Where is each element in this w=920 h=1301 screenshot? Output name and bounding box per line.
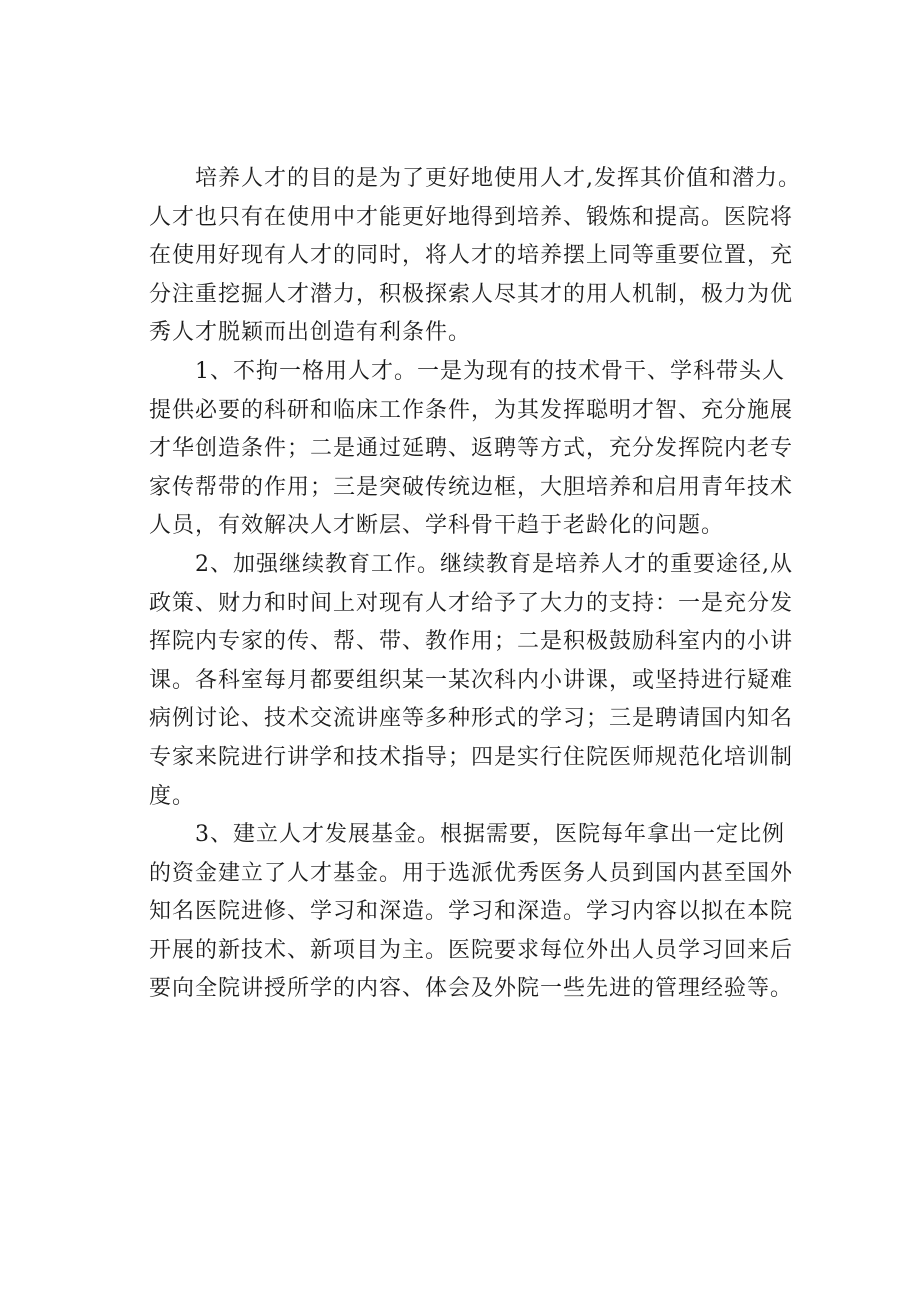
paragraph-item-2	[149, 546, 849, 816]
text-line: 开展的新技术、新项目为主。医院要求每位外出人员学习回来后	[149, 937, 794, 963]
text-line: 3、建立人才发展基金。根据需要，医院每年拿出一定比例	[195, 822, 785, 848]
text-line: 要向全院讲授所学的内容、体会及外院一些先进的管理经验等。	[149, 976, 794, 1002]
text-line: 培养人才的目的是为了更好地使用人才,发挥其价值和潜力。	[195, 166, 801, 191]
text-line: 专家来院进行讲学和技术指导；四是实行住院医师规范化培训制	[149, 744, 794, 770]
text-line: 课。各科室每月都要组织某一某次科内小讲课，或坚持进行疑难	[149, 667, 794, 693]
text-line: 政策、财力和时间上对现有人才给予了大力的支持：一是充分发	[149, 590, 794, 616]
text-line: 家传帮带的作用；三是突破传统边框，大胆培养和启用青年技术	[149, 474, 794, 500]
text-line: 挥院内专家的传、帮、带、教作用；二是积极鼓励科室内的小讲	[149, 629, 794, 655]
text-line: 2、加强继续教育工作。继续教育是培养人才的重要途径,从	[195, 551, 793, 577]
document-body	[149, 160, 849, 1009]
text-line: 才华创造条件；二是通过延聘、返聘等方式，充分发挥院内老专	[149, 436, 794, 462]
paragraph-item-1	[149, 353, 849, 546]
text-line: 的资金建立了人才基金。用于选派优秀医务人员到国内甚至国外	[149, 860, 794, 886]
paragraph-item-3	[149, 816, 849, 1009]
text-line: 1、不拘一格用人才。一是为现有的技术骨干、学科带头人	[195, 358, 785, 384]
text-line: 人才也只有在使用中才能更好地得到培养、锻炼和提高。医院将	[149, 204, 794, 230]
text-line: 知名医院进修、学习和深造。学习和深造。学习内容以拟在本院	[149, 899, 794, 925]
text-line: 分注重挖掘人才潜力，积极探索人尽其才的用人机制，极力为优	[149, 281, 794, 307]
text-line: 度。	[149, 783, 196, 809]
text-line: 病例讨论、技术交流讲座等多种形式的学习；三是聘请国内知名	[149, 706, 794, 732]
text-line: 人员，有效解决人才断层、学科骨干趋于老龄化的问题。	[149, 513, 725, 539]
text-line: 秀人才脱颖而出创造有利条件。	[149, 320, 472, 346]
paragraph-talent-purpose	[149, 160, 849, 353]
text-line: 提供必要的科研和临床工作条件，为其发挥聪明才智、充分施展	[149, 397, 794, 423]
text-line: 在使用好现有人才的同时，将人才的培养摆上同等重要位置，充	[149, 243, 794, 269]
